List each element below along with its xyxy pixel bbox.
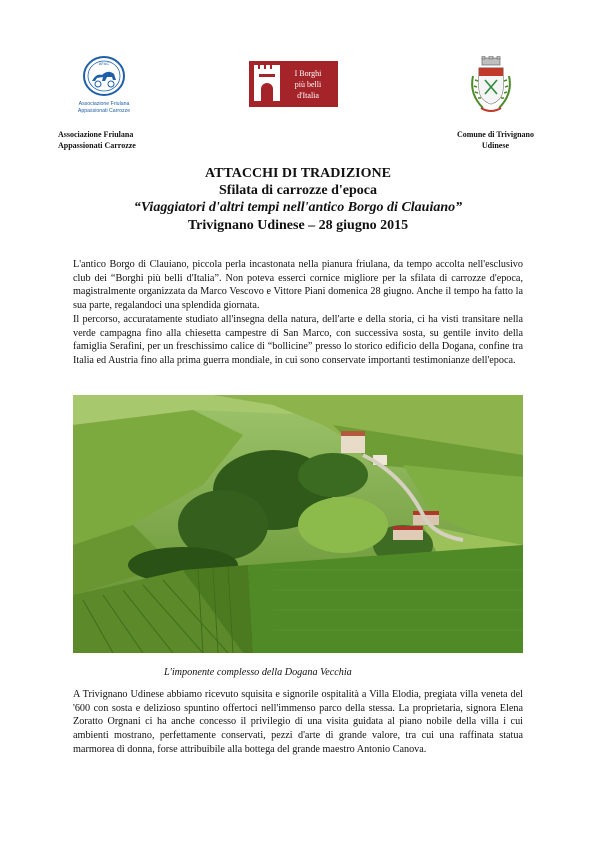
- subtitle: Sfilata di carrozze d'epoca: [219, 183, 377, 198]
- municipality-name-line2: Udinese: [481, 141, 510, 150]
- main-title: ATTACCHI DI TRADIZIONE: [205, 166, 391, 181]
- paragraph-1: L'antico Borgo di Clauiano, piccola perla incastonata nella pianura friulana, da tempo accolta nell'esclusivo club dei “Borghi più belli d'Italia”. Non poteva esserci cornice migliore per la sfilata di carrozze d'epoca, magistralmente organizzata da Marco Vescovo e Vittore Piani domenica 28 giugno. Anche il tempo ha fatto la sua parte, regalandoci una splendida giornata.: [73, 259, 523, 312]
- closing-text: [73, 688, 523, 757]
- aerial-photo: [73, 395, 523, 653]
- photo-caption: L'imponente complesso della Dogana Vecchia: [164, 667, 352, 678]
- association-name: [58, 129, 136, 151]
- association-name-line2: Appassionati Carrozze: [58, 141, 136, 150]
- svg-text:d'Italia: d'Italia: [297, 91, 319, 100]
- association-name-line1: Associazione Friulana: [58, 130, 134, 139]
- event-name: “Viaggiatori d'altri tempi nell'antico Borgo di Clauiano”: [133, 200, 463, 215]
- paragraph-2: Il percorso, accuratamente studiato all'insegna della natura, dell'arte e della storia, ci ha visti transitare nella verde campagna fino alla chiesetta campestre di San Marco, con successiva sosta, su gentile invito della famiglia Serafini, per un freschissimo calice di “bollicine” presso lo storico edificio della Dogana, confine tra Italia ed Austria fino alla prima guerra mondiale, in cui sono conservate importanti testimonianze dell'epoca.: [73, 313, 523, 366]
- municipality-name-line1: Comune di Trivignano: [456, 130, 534, 139]
- paragraph-3: A Trivignano Udinese abbiamo ricevuto squisita e signorile ospitalità a Villa Elodia, pregiata villa veneta del '600 con sosta e delizioso spuntino offertoci nell'immenso parco della stessa. La proprietaria, signora Elena Zoratto Orgnani ci ha anche concesso il privilegio di una visita guidata al piano nobile della villa i cui ambienti mostrano, perfettamente conservati, pezzi d'arte di grande valore, tra cui una raffinata statua marmorea di donna, forse attribuibile alla bottega del grande maestro Antonio Canova.: [73, 689, 523, 755]
- svg-text:I Borghi: I Borghi: [294, 69, 322, 78]
- svg-text:AFAC: AFAC: [98, 61, 110, 66]
- svg-text:più belli: più belli: [294, 80, 322, 89]
- intro-text: [73, 258, 523, 368]
- municipal-coat-of-arms-icon: [467, 56, 515, 118]
- svg-text:Associazione Friulana: Associazione Friulana: [78, 101, 130, 107]
- svg-text:Appassionati Carrozze: Appassionati Carrozze: [77, 108, 131, 114]
- event-date: Trivignano Udinese – 28 giugno 2015: [187, 218, 409, 233]
- borghi-logo: [249, 61, 338, 107]
- afac-logo: [76, 56, 132, 118]
- title-block: [0, 165, 596, 235]
- municipality-name: [457, 129, 534, 151]
